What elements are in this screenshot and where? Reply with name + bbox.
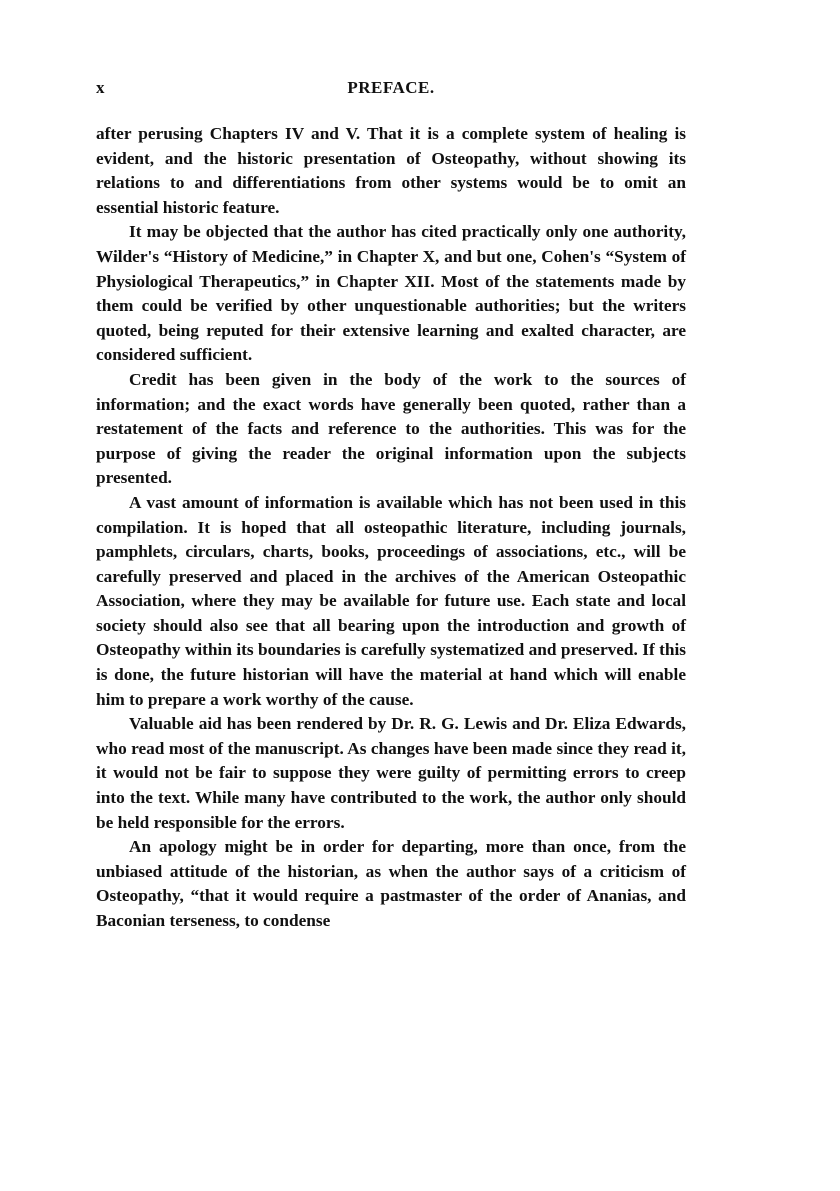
running-head — [96, 78, 686, 104]
page-number: x — [96, 78, 105, 97]
paragraph-credit: Credit has been given in the body of the work to the sources of information; and the exact words have generally been quoted, rather than a restatement of the facts and reference to the authorities. This was for the purpose of giving the reader the original information upon the subjects presented. — [96, 369, 686, 488]
paragraph-acknowledgements: Valuable aid has been rendered by Dr. R. G. Lewis and Dr. Eliza Edwards, who read most of the manuscript. As changes have been made since they read it, it would not be fair to suppose they were guilty of permitting errors to creep into the text. While many have contributed to the work, the author only should be held responsible for the errors. — [96, 714, 686, 832]
book-page — [96, 78, 686, 934]
paragraph-continuation: after perusing Chapters IV and V. That it is a complete system of healing is evident, and the historic presentation of Osteopathy, without showing its relations to and differentiations from other systems would be to omit an essential historic feature. — [96, 124, 686, 217]
body-text — [96, 122, 686, 934]
running-title: PREFACE. — [347, 78, 435, 97]
paragraph-information: A vast amount of information is available which has not been used in this compilation. It is hoped that all osteopathic literature, including journals, pamphlets, circulars, charts, books, proceedings of associations, etc., will be carefully preserved and placed in the archives of the American Osteopathic Association, where they may be available for future use. Each state and local society should also see that all bearing upon the introduction and growth of Osteopathy within its boundaries is carefully systematized and preserved. If this is done, the future historian will have the material at hand which will enable him to prepare a work worthy of the cause. — [96, 492, 686, 709]
paragraph-apology: An apology might be in order for departing, more than once, from the unbiased attitude of the historian, as when the author says of a criticism of Osteopathy, “that it would require a pastmaster of the order of Ananias, and Baconian terseness, to condense — [96, 837, 686, 930]
paragraph-authorities: It may be objected that the author has cited practically only one authority, Wilder's “History of Medicine,” in Chapter X, and but one, Cohen's “System of Physiological Therapeutics,” in Chapter XII. Most of the statements made by them could be verified by other unquestionable authorities; but the writers quoted, being reputed for their extensive learning and exalted character, are considered sufficient. — [96, 222, 686, 365]
